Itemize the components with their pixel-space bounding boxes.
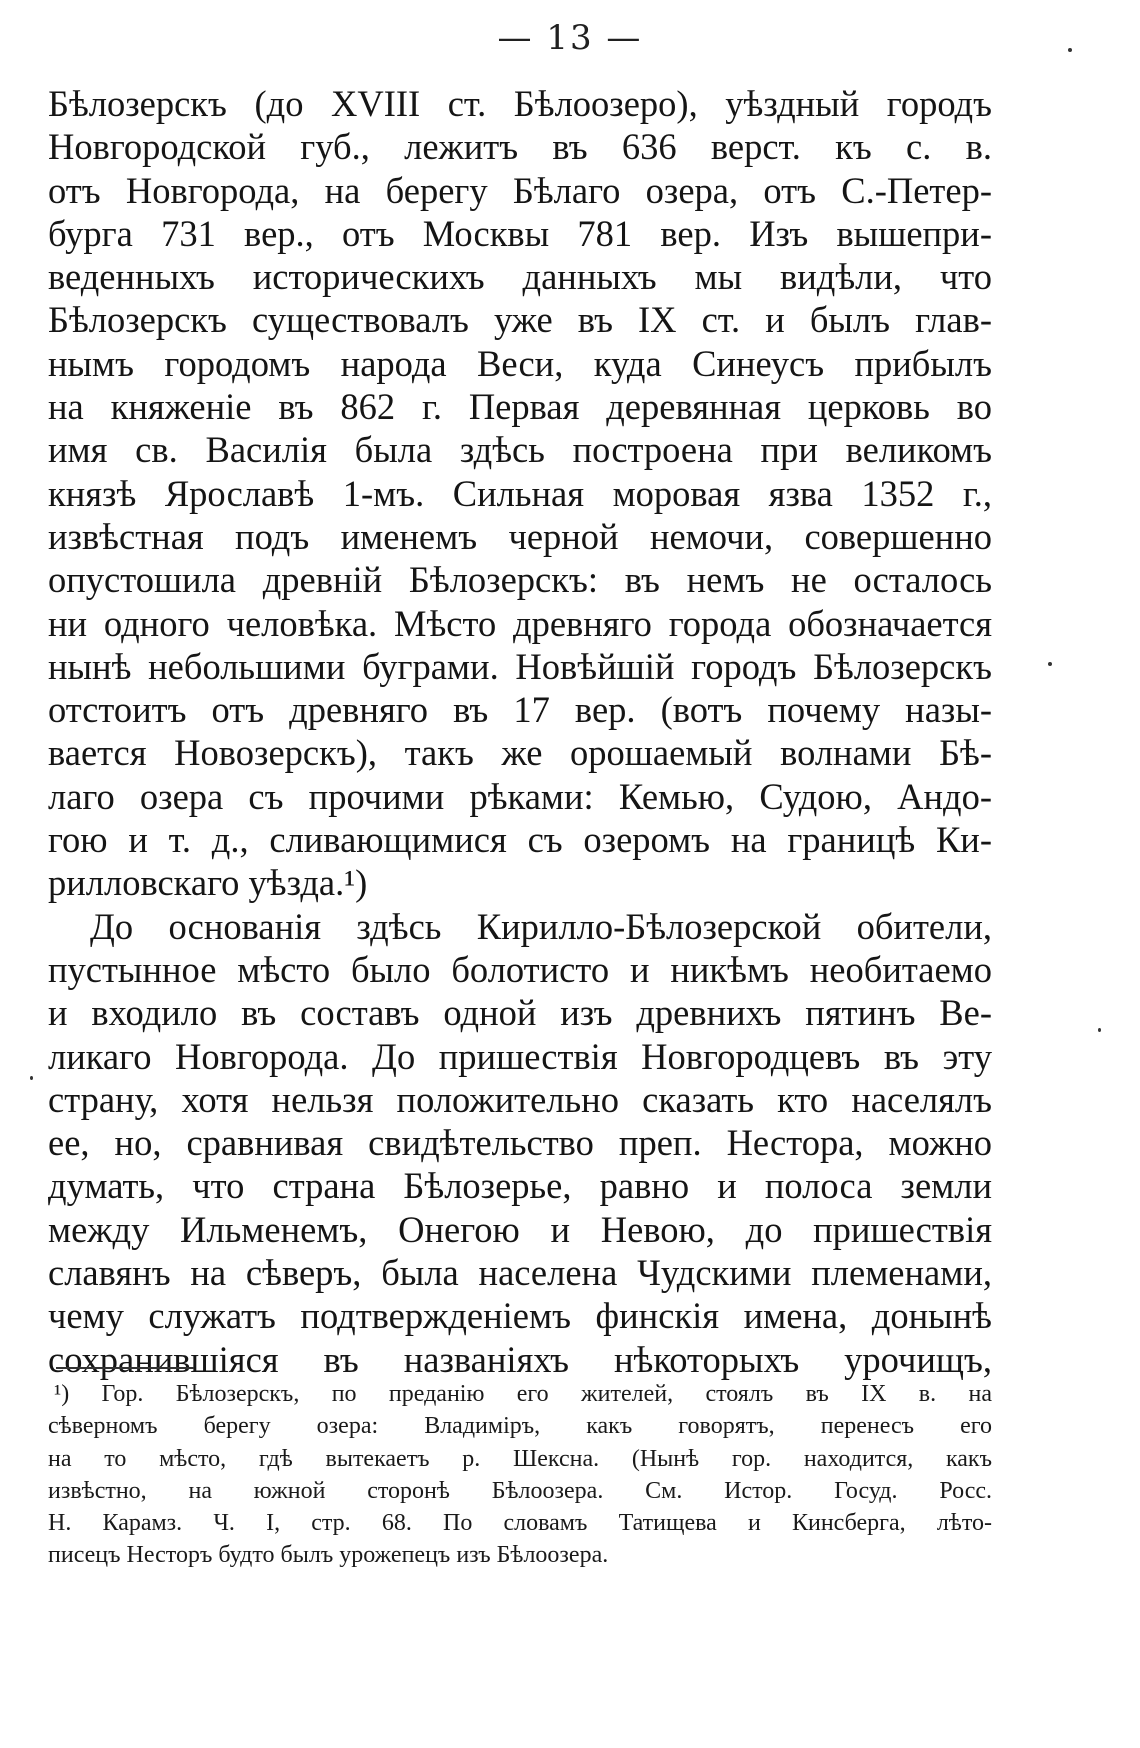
footnote-line: ¹) Гор. Бѣлозерскъ, по преданію его жителей, стоялъ въ IX в. на	[54, 1381, 993, 1407]
footnote-line: писецъ Несторъ будто былъ урожепецъ изъ Бѣлоозера.	[48, 1542, 609, 1569]
text-line: сохранившіяся въ названіяхъ нѣкоторыхъ урочищъ,	[48, 1338, 992, 1380]
text-line: на княженіе въ 862 г. Первая деревянная церковь во	[48, 386, 992, 428]
text-line: опустошила древній Бѣлозерскъ: въ немъ не осталось	[48, 559, 992, 601]
text-line: чему служатъ подтвержденіемъ финскія имена, донынѣ	[48, 1295, 992, 1337]
text-line: думать, что страна Бѣлозерье, равно и полоса земли	[48, 1165, 992, 1207]
text-line: славянъ на сѣверъ, была населена Чудскими племенами,	[48, 1252, 992, 1294]
text-line: страну, хотя нельзя положительно сказать кто населялъ	[48, 1078, 992, 1120]
text-line: Бѣлозерскъ (до XVIII ст. Бѣлоозеро), уѣздный городъ	[48, 83, 992, 124]
text-line: нымъ городомъ народа Веси, куда Синеусъ прибылъ	[48, 342, 992, 384]
footnote	[48, 1378, 992, 1572]
print-speck	[30, 1076, 33, 1080]
print-speck	[1048, 662, 1052, 666]
text-line: Новгородской губ., лежитъ въ 636 верст. къ с. в.	[48, 126, 992, 168]
footnote-line: Н. Карамз. Ч. I, стр. 68. По словамъ Татищева и Кинсберга, лѣто-	[48, 1510, 992, 1537]
paragraph-end-line: рилловскаго уѣзда.¹)	[48, 862, 368, 904]
print-speck	[1068, 48, 1072, 52]
text-line: пустынное мѣсто было болотисто и никѣмъ необитаемо	[48, 948, 992, 990]
text-line: отстоитъ отъ древняго въ 17 вер. (вотъ почему назы-	[48, 689, 992, 731]
text-line: извѣстная подъ именемъ черной немочи, совершенно	[48, 515, 992, 557]
text-line: нынѣ небольшими буграми. Новѣйшій городъ Бѣлозерскъ	[48, 645, 992, 687]
text-line: князѣ Ярославѣ 1-мъ. Сильная моровая язва 1352 г.,	[48, 472, 992, 514]
page-number: — 13 —	[497, 18, 643, 58]
main-text	[48, 82, 992, 1381]
footnote-line: сѣверномъ берегу озера: Владиміръ, какъ говорятъ, перенесъ его	[48, 1413, 992, 1440]
text-line: отъ Новгорода, на берегу Бѣлаго озера, отъ С.-Петер-	[48, 169, 992, 211]
footnote-line: на то мѣсто, гдѣ вытекаетъ р. Шексна. (Нынѣ гор. находится, какъ	[48, 1445, 992, 1472]
text-line: ее, но, сравнивая свидѣтельство преп. Нестора, можно	[48, 1122, 992, 1164]
text-line: гою и т. д., сливающимися съ озеромъ на границѣ Ки-	[48, 819, 992, 861]
paragraph-start-line: До основанія здѣсь Кирилло-Бѣлозерской обители,	[90, 905, 992, 947]
footnote-separator	[56, 1367, 194, 1369]
print-speck	[1098, 1028, 1101, 1032]
text-line: и входило въ составъ одной изъ древнихъ пятинъ Ве-	[48, 992, 992, 1034]
footnote-line: извѣстно, на южной сторонѣ Бѣлоозера. См. Истор. Госуд. Росс.	[48, 1477, 992, 1504]
text-line: ни одного человѣка. Мѣсто древняго города обозначается	[48, 602, 992, 644]
text-line: лаго озера съ прочими рѣками: Кемью, Судою, Андо-	[48, 775, 992, 817]
text-line: вается Новозерскъ), такъ же орошаемый волнами Бѣ-	[48, 732, 992, 774]
text-line: между Ильменемъ, Онегою и Невою, до пришествія	[48, 1208, 992, 1250]
text-line: ликаго Новгорода. До пришествія Новгородцевъ въ эту	[48, 1035, 992, 1077]
text-line: веденныхъ историческихъ данныхъ мы видѣли, что	[48, 256, 992, 298]
text-line: бурга 731 вер., отъ Москвы 781 вер. Изъ вышепри-	[48, 212, 992, 254]
text-line: имя св. Василія была здѣсь построена при великомъ	[48, 429, 992, 471]
text-line: Бѣлозерскъ существовалъ уже въ IX ст. и былъ глав-	[48, 299, 992, 341]
